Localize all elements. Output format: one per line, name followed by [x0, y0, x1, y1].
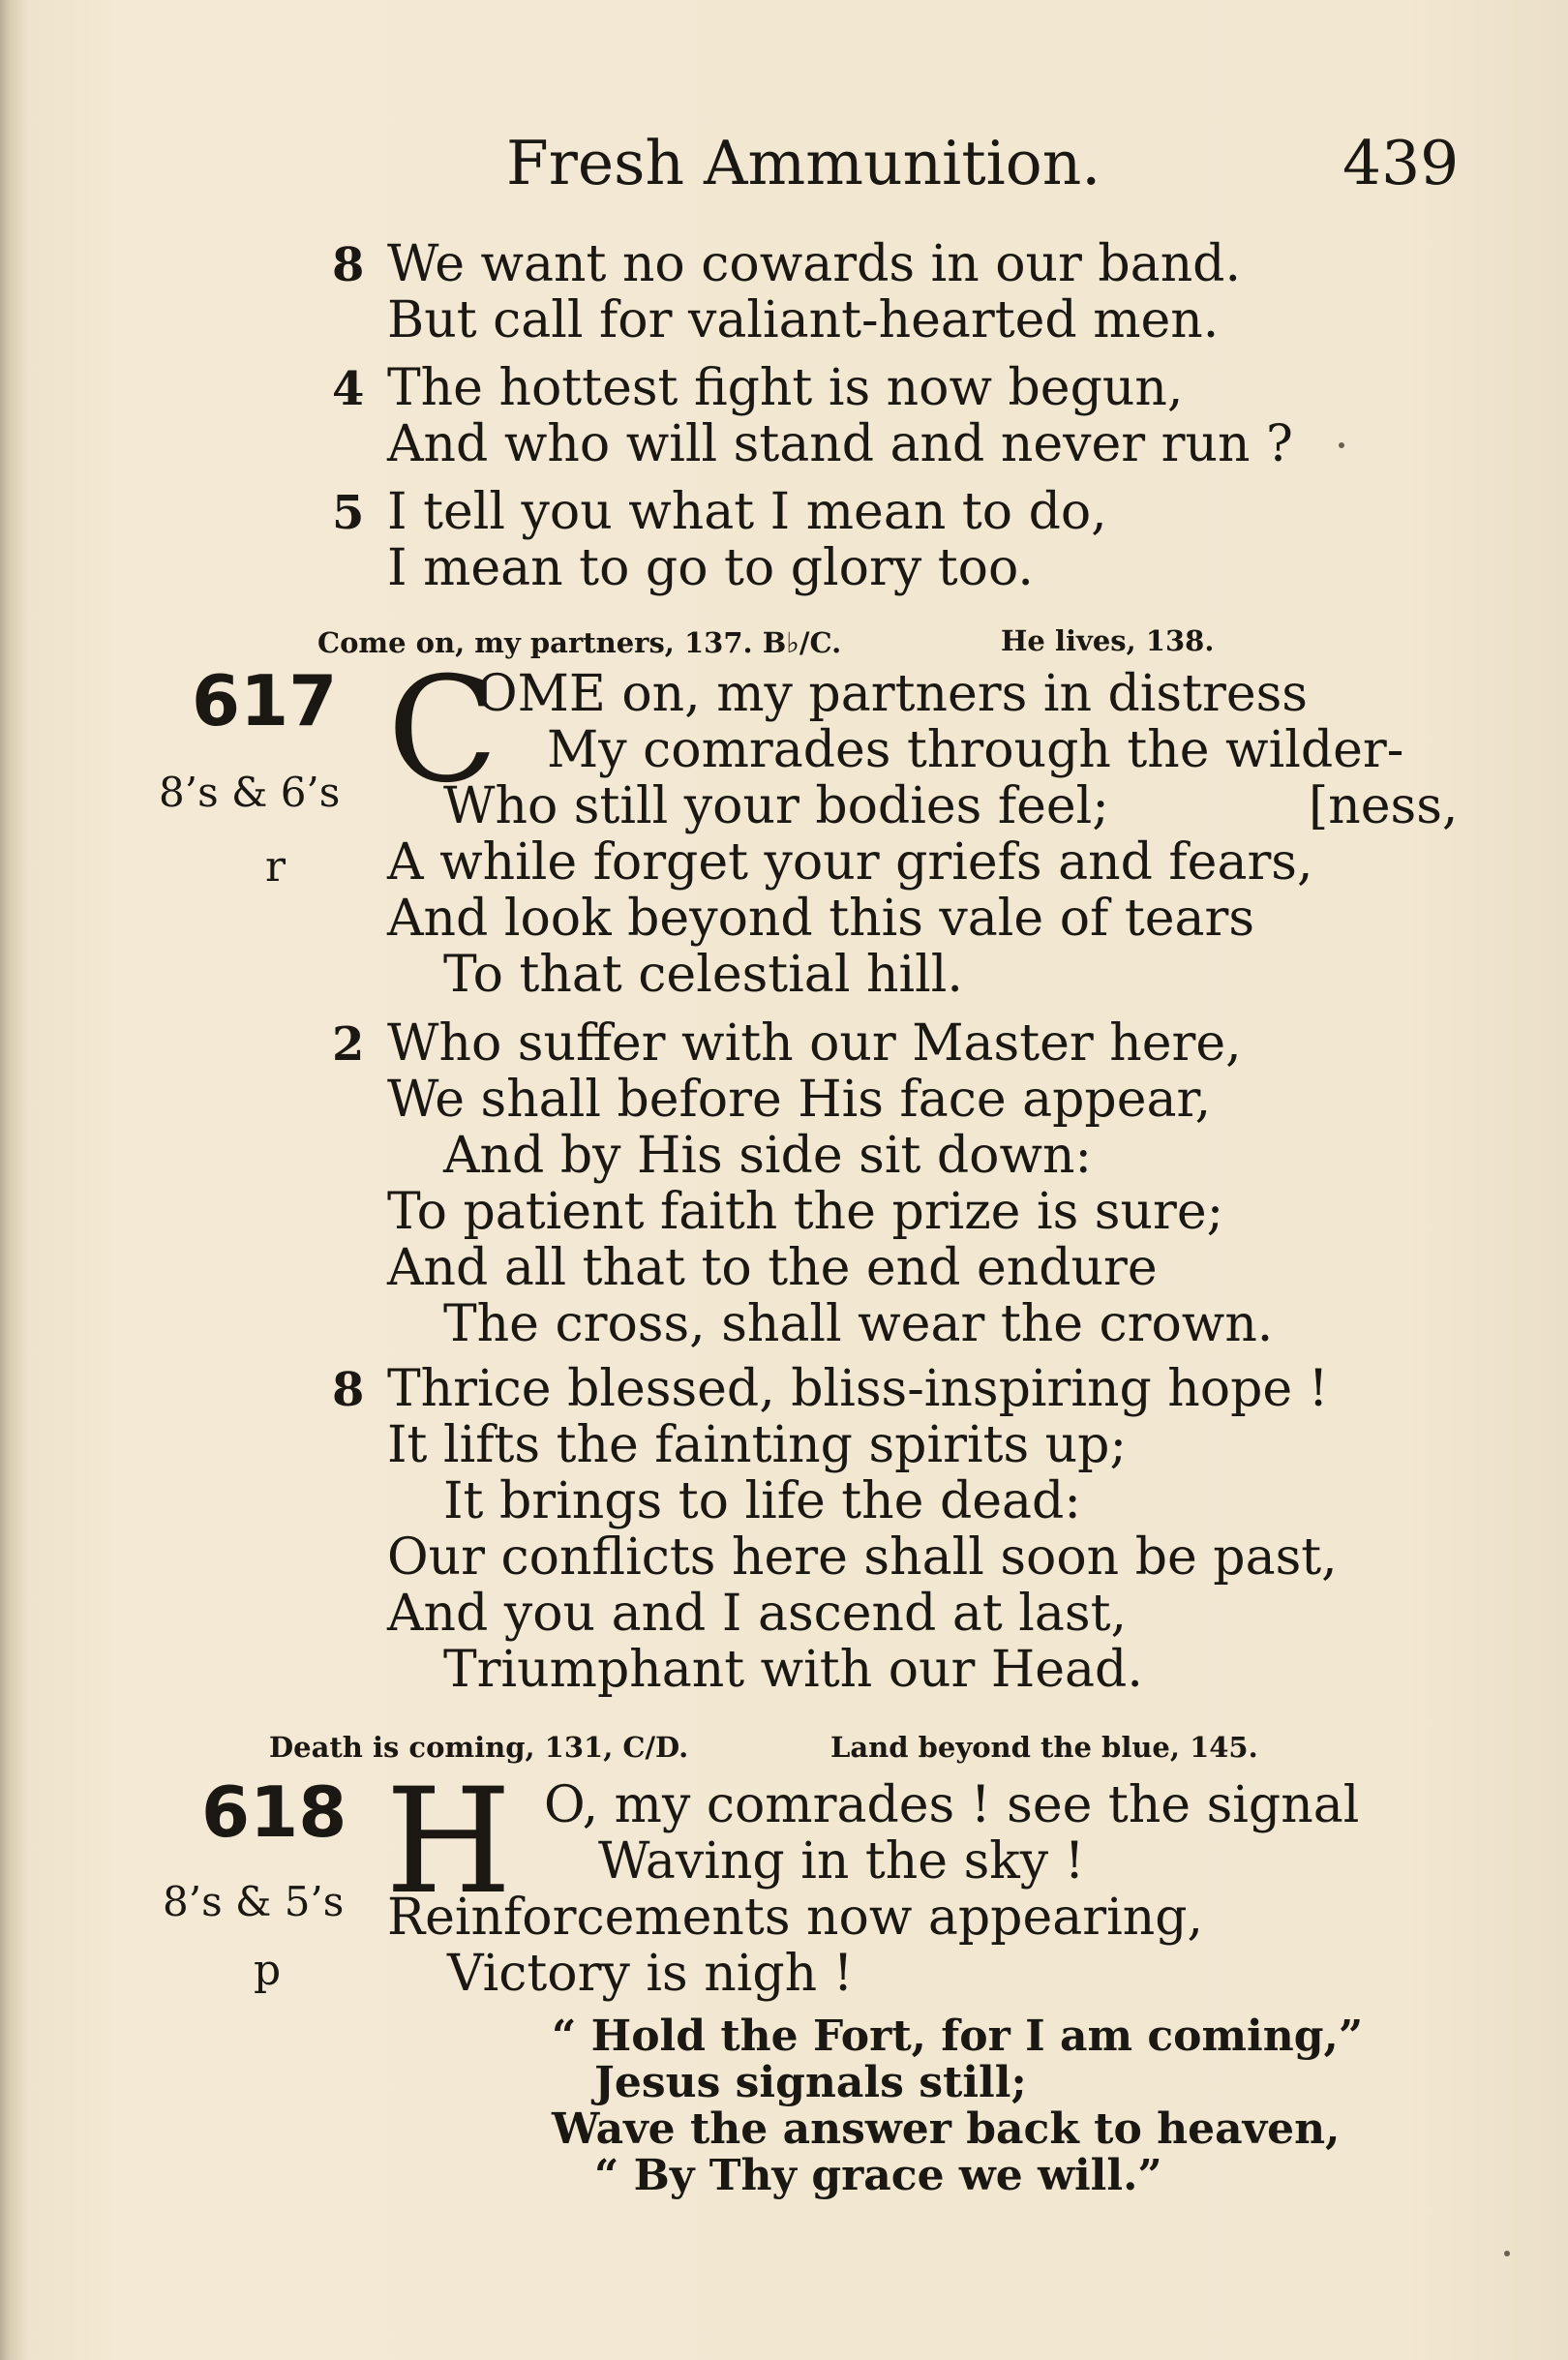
verse-line: OME on, my partners in distress	[476, 665, 1308, 723]
paper-speck	[1339, 442, 1344, 448]
chorus-line: Jesus signals still;	[594, 2058, 1027, 2107]
verse-line: Our conflicts here shall soon be past,	[387, 1528, 1338, 1587]
tune-reference: Land beyond the blue, 145.	[830, 1731, 1258, 1764]
verse-line: I mean to go to glory too.	[387, 539, 1034, 597]
verse-line: Reinforcements now appearing,	[387, 1889, 1204, 1947]
verse-line: O, my comrades ! see the signal	[544, 1776, 1360, 1834]
verse-line: Who suffer with our Master here,	[387, 1014, 1242, 1073]
verse-line: But call for valiant-hearted men.	[387, 291, 1220, 349]
chorus-line: “ By Thy grace we will.”	[594, 2151, 1162, 2200]
verse-line: My comrades through the wilder-	[547, 721, 1404, 779]
verse-number: 8	[332, 1363, 365, 1417]
verse-line: And all that to the end endure	[387, 1239, 1158, 1297]
verse-line: To that celestial hill.	[443, 946, 963, 1004]
verse-line: It lifts the fainting spirits up;	[387, 1416, 1127, 1474]
verse-line: Thrice blessed, bliss-inspiring hope !	[387, 1360, 1329, 1418]
verse-line: We want no cowards in our band.	[387, 235, 1241, 293]
verse-number: 2	[332, 1017, 365, 1072]
hymn-meter: 8’s & 5’s	[163, 1878, 345, 1925]
verse-line: The hottest fight is now begun,	[387, 359, 1184, 417]
tune-reference: Come on, my partners, 137. B♭/C.	[317, 626, 842, 659]
hymn-number: 618	[201, 1771, 347, 1853]
verse-line: Triumphant with our Head.	[443, 1641, 1143, 1699]
verse-line: To patient faith the prize is sure;	[387, 1183, 1224, 1241]
verse-line: And you and I ascend at last,	[387, 1585, 1128, 1643]
verse-line-turnover: [ness,	[1309, 777, 1459, 835]
verse-line: Who still your bodies feel;	[443, 777, 1109, 835]
tune-reference: Death is coming, 131, C/D.	[269, 1731, 689, 1764]
verse-number: 4	[332, 362, 365, 416]
chorus-line: Wave the answer back to heaven,	[552, 2104, 1341, 2154]
verse-line: It brings to life the dead:	[443, 1472, 1081, 1530]
hymn-meter: 8’s & 6’s	[159, 769, 341, 816]
drop-cap: H	[385, 1758, 512, 1926]
paper-speck	[1504, 2251, 1510, 2256]
dynamic-marking: p	[254, 1946, 282, 1995]
verse-line: A while forget your griefs and fears,	[387, 833, 1313, 892]
page-number: 439	[1342, 128, 1460, 198]
verse-number: 5	[332, 486, 365, 540]
verse-line: And by His side sit down:	[443, 1127, 1093, 1185]
verse-line: The cross, shall wear the crown.	[443, 1295, 1274, 1353]
verse-line: I tell you what I mean to do,	[387, 483, 1107, 541]
verse-line: And who will stand and never run ?	[387, 415, 1293, 473]
running-title: Fresh Ammunition.	[506, 128, 1101, 198]
verse-number: 8	[332, 238, 365, 292]
dynamic-marking: r	[265, 842, 286, 892]
hymn-number: 617	[192, 660, 338, 741]
chorus-line: “ Hold the Fort, for I am coming,”	[552, 2012, 1364, 2061]
tune-reference: He lives, 138.	[1001, 624, 1215, 657]
drop-cap: C	[387, 647, 498, 815]
verse-line: Waving in the sky !	[598, 1832, 1085, 1891]
verse-line: We shall before His face appear,	[387, 1071, 1212, 1129]
verse-line: Victory is nigh !	[447, 1945, 854, 2003]
verse-line: And look beyond this vale of tears	[387, 890, 1255, 948]
